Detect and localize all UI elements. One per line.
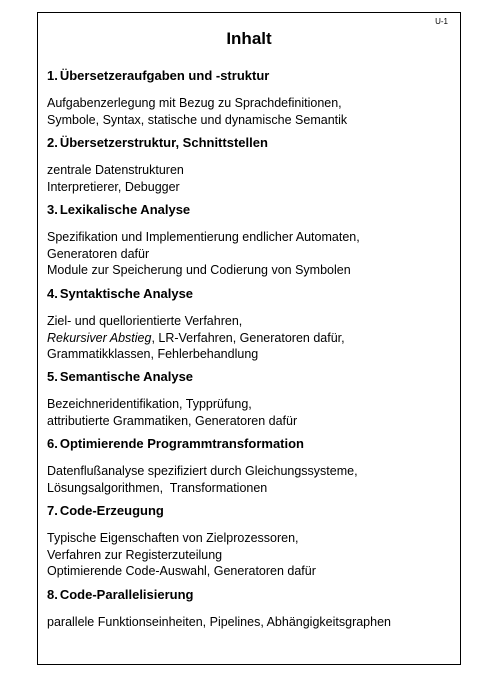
body-line: zentrale Datenstrukturen [47,163,184,177]
body-line: Typische Eigenschaften von Zielprozessoren, [47,531,299,545]
section-number: 7. [47,503,58,518]
section-number: 5. [47,369,58,384]
body-line: Lösungsalgorithmen, Transformationen [47,480,268,495]
body-line: Generatoren dafür [47,246,150,261]
section-title: Übersetzerstruktur, Schnittstellen [59,135,268,150]
slide-frame [37,12,461,665]
page-title: Inhalt [226,29,272,48]
section-7 [47,503,452,580]
section-5 [47,369,452,429]
section-body [47,162,452,195]
section-heading [47,135,452,151]
section-heading [47,68,452,84]
section-6 [47,436,452,496]
body-line: parallele Funktionseinheiten, Pipelines, Abhängigkeitsgraphen [47,615,391,629]
section-number: 2. [47,135,58,150]
section-heading [47,587,452,603]
section-body [47,313,452,363]
section-1 [47,68,452,128]
body-line: Ziel- und quellorientierte Verfahren, [47,314,243,328]
section-number: 4. [47,286,58,301]
body-line: Verfahren zur Registerzuteilung [47,547,223,562]
section-heading [47,369,452,385]
section-heading [47,436,452,452]
body-line: Datenflußanalyse spezifiziert durch Gleichungssysteme, [47,464,358,478]
body-line: Optimierende Code-Auswahl, Generatoren dafür [47,564,316,578]
section-title: Lexikalische Analyse [59,202,191,217]
section-title: Übersetzeraufgaben und -struktur [59,68,270,83]
section-number: 8. [47,587,58,602]
section-title: Code-Parallelisierung [59,587,194,602]
body-line: Aufgabenzerlegung mit Bezug zu Sprachdefinitionen, [47,96,342,110]
section-title: Semantische Analyse [59,369,194,384]
body-line: attributierte Grammatiken, Generatoren dafür [47,413,298,428]
section-title: Code-Erzeugung [59,503,164,518]
section-8 [47,587,452,631]
body-line: Grammatikklassen, Fehlerbehandlung [47,347,259,361]
body-line: Symbole, Syntax, statische und dynamische Semantik [47,112,348,127]
section-2 [47,135,452,195]
section-4 [47,286,452,363]
section-title: Syntaktische Analyse [59,286,194,301]
section-title: Optimierende Programmtransformation [59,436,304,451]
emphasized-term: Rekursiver Abstieg [47,330,152,345]
section-number: 3. [47,202,58,217]
section-body [47,229,452,279]
body-line: Bezeichneridentifikation, Typprüfung, [47,397,252,411]
body-line: Spezifikation und Implementierung endlicher Automaten, [47,230,360,244]
section-heading [47,202,452,218]
section-number: 6. [47,436,58,451]
body-line: Interpretierer, Debugger [47,179,180,194]
section-heading [47,286,452,302]
section-body [47,530,452,580]
body-line-rest: LR-Verfahren, Generatoren dafür, [158,330,345,345]
section-body [47,95,452,128]
section-heading [47,503,452,519]
page-id: U-1 [435,17,448,26]
section-body [47,463,452,496]
section-number: 1. [47,68,58,83]
section-3 [47,202,452,279]
section-body [47,396,452,429]
body-line-emphasis: Rekursiver Abstieg, LR-Verfahren, Generatoren dafür, [47,330,345,345]
section-body [47,614,452,631]
body-line: Module zur Speicherung und Codierung von Symbolen [47,263,351,277]
